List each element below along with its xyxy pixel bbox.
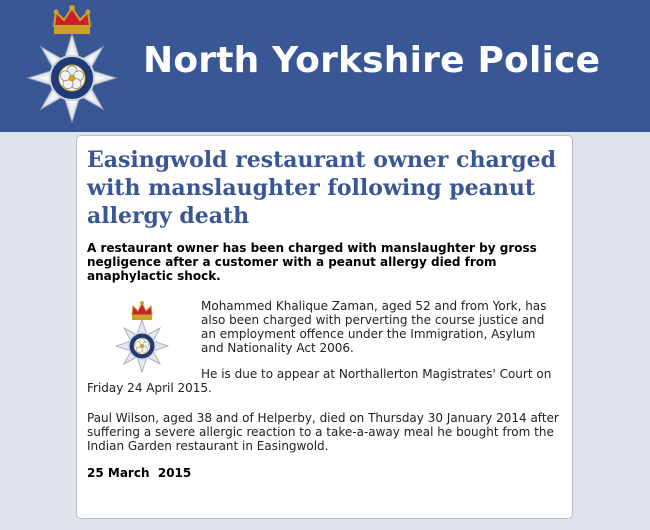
police-star-crest-icon xyxy=(24,4,120,126)
article-card xyxy=(76,135,573,519)
site-title: North Yorkshire Police xyxy=(143,40,601,81)
article-standfirst: A restaurant owner has been charged with manslaughter by gross negligence after a customer with a peanut allergy died from anaphylactic shock. xyxy=(87,241,537,283)
site-header xyxy=(0,0,650,132)
article-paragraph: He is due to appear at Northallerton Magistrates' Court on Friday 24 April 2015. xyxy=(87,367,552,395)
article-headline: Easingwold restaurant owner charged with manslaughter following peanut allergy death xyxy=(87,147,557,229)
police-crest-thumbnail-icon xyxy=(112,299,172,374)
crown-icon xyxy=(54,5,91,34)
article-paragraph: Mohammed Khalique Zaman, aged 52 and from York, has also been charged with perverting the course justice and an employment offence under the Immigration, Asylum and Nationality Act 2006. xyxy=(201,299,547,355)
article-paragraph: Paul Wilson, aged 38 and of Helperby, died on Thursday 30 January 2014 after suffering a severe allergic reaction to a take-a-away meal he bought from the Indian Garden restaurant in Easingwold. xyxy=(87,411,559,453)
crown-icon xyxy=(132,301,152,320)
article-date: 25 March 2015 xyxy=(87,466,192,480)
